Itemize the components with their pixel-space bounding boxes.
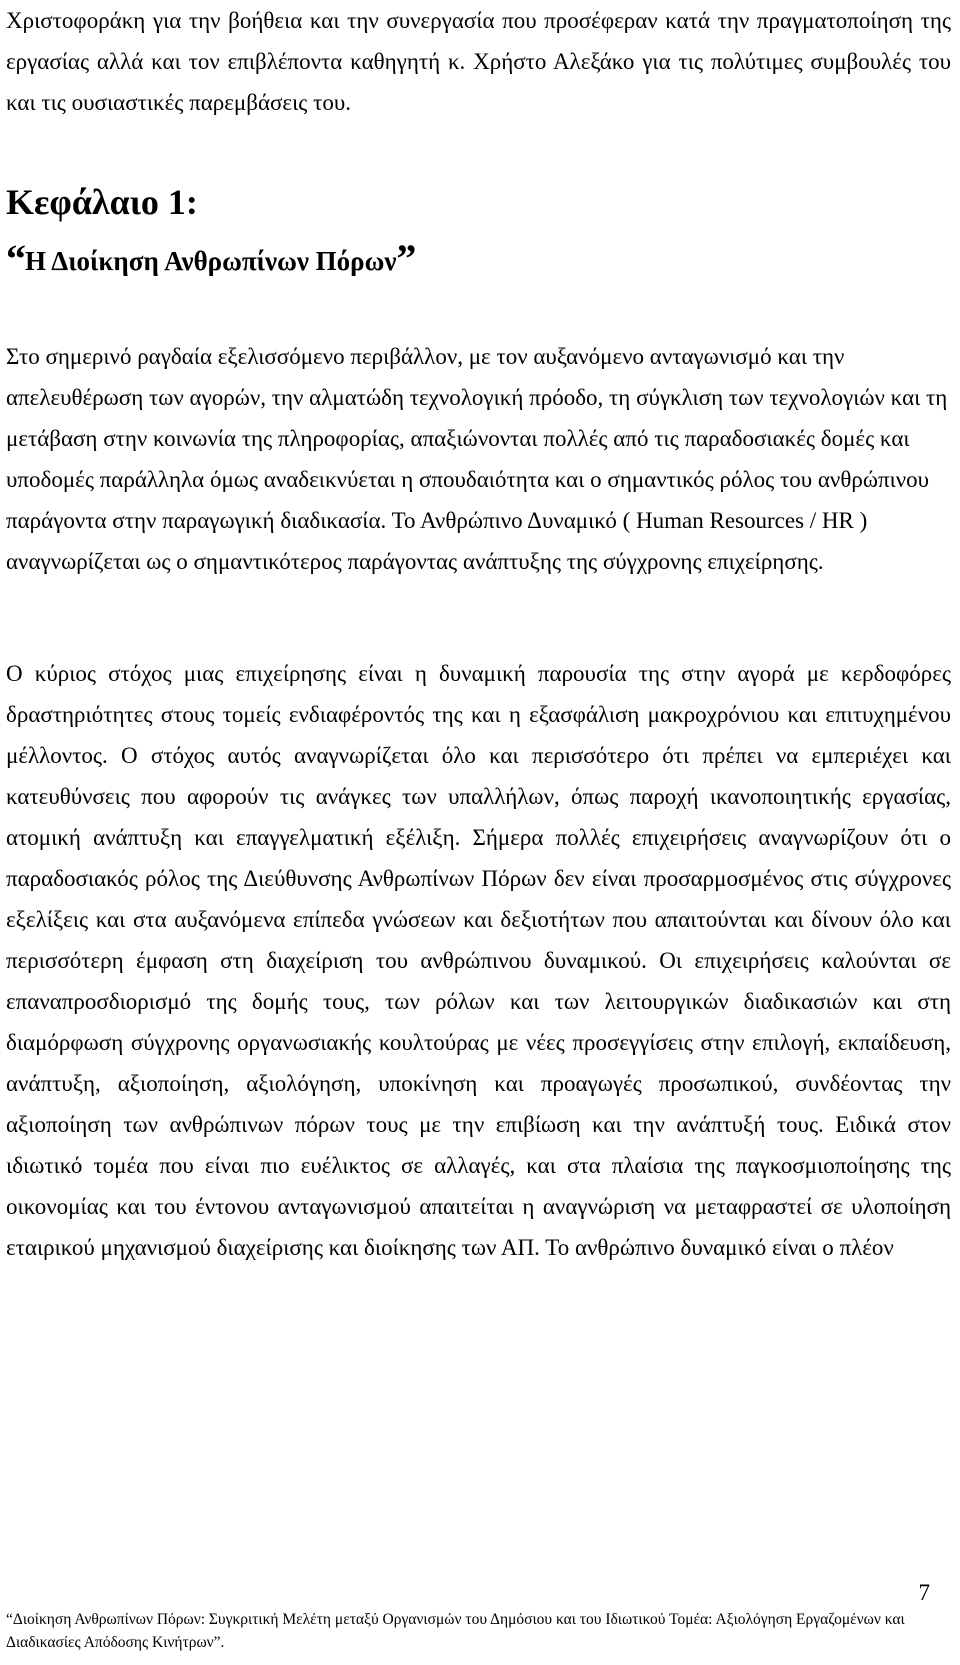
- page-number: 7: [918, 1580, 930, 1605]
- page-footer: “Διοίκηση Ανθρωπίνων Πόρων: Συγκριτική Μελέτη μεταξύ Οργανισμών του Δημόσιου και του Ιδιωτικού Τομέα: Αξιολόγηση Εργαζομένων και Διαδικασίες Απόδοσης Κινήτρων”.: [6, 1611, 905, 1651]
- opening-quote: “: [6, 236, 25, 281]
- chapter-subtitle: [6, 236, 416, 281]
- chapter-subtitle-text: Η Διοίκηση Ανθρωπίνων Πόρων: [25, 246, 397, 276]
- closing-quote: ”: [396, 236, 416, 281]
- chapter-title: Κεφάλαιο 1:: [6, 182, 198, 222]
- body-paragraph: Ο κύριος στόχος μιας επιχείρησης είναι η δυναμική παρουσία της στην αγορά με κερδοφόρες δραστηριότητες στους τομείς ενδιαφέροντός της και η εξασφάλιση μακροχρόνιου και επιτυχημένου μέλλοντος. Ο στόχος αυτός αναγνωρίζεται όλο και περισσότερο ότι πρέπει να εμπεριέχει και κατευθύνσεις που αφορούν τις ανάγκες των υπαλλήλων, όπως παροχή ικανοποιητικής εργασίας, ατομική ανάπτυξη και επαγγελματική εξέλιξη. Σήμερα πολλές επιχειρήσεις αναγνωρίζουν ότι ο παραδοσιακός ρόλος της Διεύθυνσης Ανθρωπίνων Πόρων δεν είναι προσαρμοσμένος στις σύγχρονες εξελίξεις και στα αυξανόμενα επίπεδα γνώσεων και δεξιοτήτων που απαιτούνται και δίνουν όλο και περισσότερη έμφαση στη διαχείριση του ανθρώπινου δυναμικού. Οι επιχειρήσεις καλούνται σε επαναπροσδιορισμό της δομής τους, των ρόλων και των λειτουργικών διαδικασιών και στη διαμόρφωση σύγχρονης οργανωσιακής κουλτούρας με νέες προσεγγίσεις στην επιλογή, εκπαίδευση, ανάπτυξη, αξιοποίηση, αξιολόγηση, υποκίνηση και προαγωγές προσωπικού, συνδέοντας την αξιοποίηση των ανθρώπινων πόρων τους με την επιβίωση και την ανάπτυξή τους. Ειδικά στον ιδιωτικό τομέα που είναι πιο ευέλικτος σε αλλαγές, και στα πλαίσια της παγκοσμιοποίησης της οικονομίας και του έντονου ανταγωνισμού απαιτείται η αναγνώριση να μεταφραστεί σε υλοποίηση εταιρικού μηχανισμού διαχείρισης και διοίκησης των ΑΠ. Το ανθρώπινο δυναμικό είναι ο πλέον: [6, 661, 951, 1260]
- intro-paragraph: Χριστοφοράκη για την βοήθεια και την συνεργασία που προσέφεραν κατά την πραγματοποίηση της εργασίας αλλά και τον επιβλέποντα καθηγητή κ. Χρήστο Αλεξάκο για τις πολύτιμες συμβουλές του και τις ουσιαστικές παρεμβάσεις του.: [6, 8, 951, 115]
- body-paragraph: Στο σημερινό ραγδαία εξελισσόμενο περιβάλλον, με τον αυξανόμενο ανταγωνισμό και την απελευθέρωση των αγορών, την αλματώδη τεχνολογική πρόοδο, τη σύγκλιση των τεχνολογιών και τη μετάβαση στην κοινωνία της πληροφορίας, απαξιώνονται πολλές από τις παραδοσιακές δομές και υποδομές παράλληλα όμως αναδεικνύεται η σπουδαιότητα και ο σημαντικός ρόλος του ανθρώπινου παράγοντα στην παραγωγική διαδικασία. Το Ανθρώπινο Δυναμικό ( Human Resources / HR ) αναγνωρίζεται ως ο σημαντικότερος παράγοντας ανάπτυξης της σύγχρονης επιχείρησης.: [6, 344, 948, 574]
